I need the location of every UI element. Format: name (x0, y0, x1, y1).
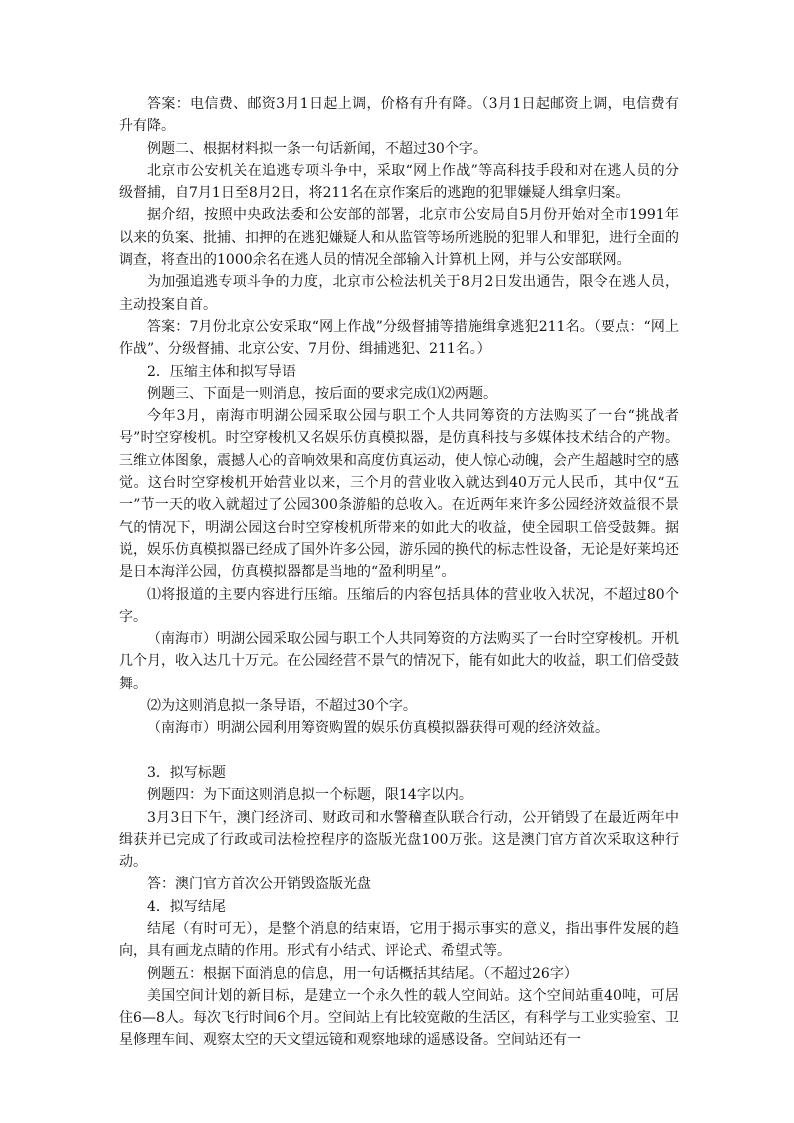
paragraph-answer-2: 答案：7月份北京公安采取“网上作战”分级督捕等措施缉拿逃犯211名。（要点：“网上作战”、分级督捕、北京公安、7月份、缉捕逃犯、211名。） (119, 318, 679, 358)
paragraph-space-station: 美国空间计划的新目标，是建立一个永久性的载人空间站。这个空间站重40吨，可居住6—8人。每次飞行时间6个月。空间站上有比较宽敞的生活区，有科学与工业实验室、卫星修理车间、观察太空的天文望远镜和观察地球的遥感设备。空间站还有一 (119, 987, 679, 1049)
paragraph-example-4-title: 例题四：为下面这则消息拟一个标题，限14字以内。 (147, 787, 473, 804)
paragraph-example-3-title: 例题三、下面是一则消息，按后面的要求完成⑴⑵两题。 (147, 385, 497, 402)
paragraph-macau-news: 3月3日下午，澳门经济司、财政司和水警稽查队联合行动，公开销毁了在最近两年中缉获并已完成了行政或司法检控程序的盗版光盘100万张。这是澳门官方首次采取这种行动。 (119, 809, 679, 871)
paragraph-question-2: ⑵为这则消息拟一条导语，不超过30个字。 (147, 698, 417, 715)
paragraph-material-2: 据介绍，按照中央政法委和公安部的部署，北京市公安局自5月份开始对全市1991年以来的负案、批捕、扣押的在逃犯嫌疑人和从监管等场所逃脱的犯罪人和罪犯，进行全面的调查，将查出的1000余名在逃人员的情况全部输入计算机上网，并与公安部联网。 (119, 207, 679, 269)
paragraph-news-article: 今年3月，南海市明湖公园采取公园与职工个人共同筹资的方法购买了一台“挑战者号”时空穿梭机。时空穿梭机又名娱乐仿真模拟器，是仿真科技与多媒体技术结合的产物。三维立体图象，震撼人心的音响效果和高度仿真运动，使人惊心动魄，会产生超越时空的感觉。这台时空穿梭机开始营业以来，三个月的营业收入就达到40万元人民币，其中仅“五一”节一天的收入就超过了公园300条游船的总收入。在近两年来许多公园经济效益很不景气的情况下，明湖公园这台时空穿梭机所带来的如此大的收益，使全园职工倍受鼓舞。据说，娱乐仿真模拟器已经成了国外许多公园，游乐园的换代的标志性设备，无论是好莱坞还是日本海洋公园，仿真模拟器都是当地的“盈利明星”。 (119, 408, 679, 581)
paragraph-answer-q1: （南海市）明湖公园采取公园与职工个人共同筹资的方法购买了一台时空穿梭机。开机几个月，收入达几十万元。在公园经营不景气的情况下，能有如此大的收益，职工们倍受鼓舞。 (119, 631, 679, 692)
paragraph-material-3: 为加强追逃专项斗争的力度，北京市公检法机关于8月2日发出通告，限令在逃人员，主动投案自首。 (119, 274, 679, 313)
paragraph-answer-1: 答案：电信费、邮资3月1日起上调，价格有升有降。（3月1日起邮资上调，电信费有升有降。 (119, 96, 679, 135)
paragraph-example-2-title: 例题二、根据材料拟一条一句话新闻，不超过30个字。 (147, 140, 487, 157)
paragraph-answer-4: 答：澳门官方首次公开销毁盗版光盘 (147, 876, 371, 893)
document-body (119, 93, 679, 1052)
section-heading-4: 4．拟写结尾 (147, 898, 226, 915)
paragraph-ending-explanation: 结尾（有时可无），是整个消息的结束语，它用于揭示事实的意义，指出事件发展的趋向，具有画龙点睛的作用。形式有小结式、评论式、希望式等。 (119, 920, 679, 960)
section-heading-2: 2．压缩主体和拟写导语 (147, 363, 296, 380)
paragraph-material-1: 北京市公安机关在追逃专项斗争中，采取“网上作战”等高科技手段和对在逃人员的分级督捕，自7月1日至8月2日，将211名在京作案后的逃跑的犯罪嫌疑人缉拿归案。 (119, 162, 679, 202)
section-heading-3: 3．拟写标题 (147, 764, 226, 781)
blank-line (119, 740, 679, 762)
paragraph-answer-q2: （南海市）明湖公园利用筹资购置的娱乐仿真模拟器获得可观的经济效益。 (147, 720, 609, 737)
paragraph-example-5-title: 例题五：根据下面消息的信息，用一句话概括其结尾。（不超过26字） (147, 965, 578, 982)
paragraph-question-1: ⑴将报道的主要内容进行压缩。压缩后的内容包括具体的营业收入状况，不超过80个字。 (119, 586, 679, 625)
